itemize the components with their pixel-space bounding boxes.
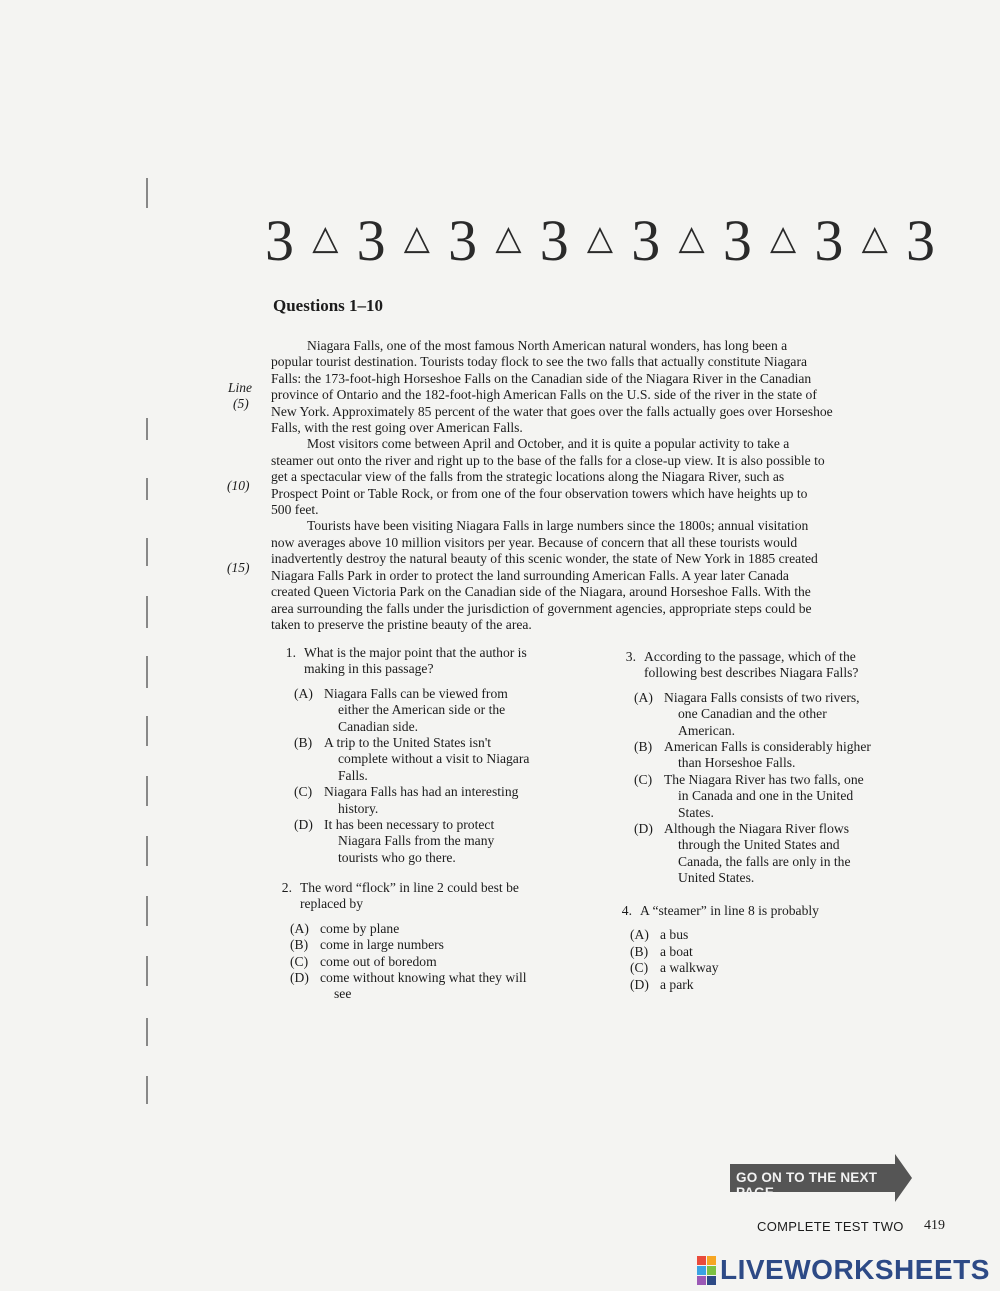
passage-line: province of Ontario and the 182-foot-high American Falls on the U.S. side of the river in the state of [271,387,817,403]
option-text-line: Canadian side. [338,718,419,734]
question-number: 3. [625,649,636,664]
option-text [664,690,922,739]
next-page-arrow [730,1154,912,1202]
answer-option-a[interactable] [294,686,572,735]
question-text-line: making in this passage? [304,661,434,677]
option-text [660,944,918,960]
passage-line: Most visitors come between April and October, and it is quite a popular activity to take a [307,436,790,452]
option-text [664,772,922,821]
question-2 [268,880,578,1003]
option-text [320,921,578,937]
question-text [640,903,918,919]
passage-paragraph [271,436,917,518]
margin-mark [146,656,148,688]
passage-line: get a spectacular view of the falls from the strategic locations along the Niagara River, such as [271,469,785,485]
option-letter: (C) [634,771,653,787]
option-text [320,954,578,970]
answer-option-b[interactable] [290,937,578,953]
option-text-line: Niagara Falls can be viewed from [324,685,508,701]
triangle-icon: △ [678,220,705,257]
option-text-line: The Niagara River has two falls, one [664,771,864,787]
option-text [320,970,578,1003]
answer-option-c[interactable] [290,954,578,970]
option-text-line: come by plane [320,920,400,936]
logo-block [707,1276,716,1285]
question-text [300,880,578,913]
option-letter: (B) [634,739,653,755]
option-letter: (D) [294,817,313,833]
line-marker-10: (10) [227,478,250,493]
margin-mark [146,1018,148,1046]
question-stem [608,903,918,919]
option-text [324,784,572,817]
option-text-line: a walkway [660,960,719,976]
passage-line: now averages above 10 million visitors per year. Because of concern that all these tourists would [271,534,798,550]
passage-line: taken to preserve the pristine beauty of the area. [271,616,532,632]
margin-mark [146,178,148,208]
logo-block [697,1276,706,1285]
passage-line: Niagara Falls Park in order to protect the land surrounding American Falls. A year later Canada [271,567,789,583]
passage-line: inadvertently destroy the natural beauty of this scenic wonder, the state of New York in 1885 created [271,551,818,567]
logo-block [707,1256,716,1265]
option-text-line: United States. [678,870,755,886]
option-text-line: American Falls is considerably higher [664,739,871,755]
option-text-line: a boat [660,943,693,959]
answer-option-d[interactable] [630,977,918,993]
header-digit: 3 [539,207,569,273]
answer-option-a[interactable] [634,690,922,739]
liveworksheets-logo [697,1254,990,1286]
answer-option-b[interactable] [634,739,922,772]
questions-heading: Questions 1–10 [273,296,384,315]
option-text-line: one Canadian and the other [678,706,827,722]
option-text-line: than Horseshoe Falls. [678,755,796,771]
option-letter: (C) [290,953,309,969]
logo-block [697,1256,706,1265]
passage-line: created Queen Victoria Park on the Canadian side of the Niagara, around Horseshoe Falls. With the [271,584,811,600]
option-letter: (C) [630,960,649,976]
header-digit: 3 [631,207,661,273]
option-text-line: history. [338,800,379,816]
option-text [320,937,578,953]
logo-block [697,1266,706,1275]
margin-mark [146,716,148,746]
question-3 [612,649,922,887]
option-letter: (A) [630,927,649,943]
passage-line: Falls, with the rest going over American Falls. [271,420,523,436]
passage-line: area surrounding the falls under the jurisdiction of government agencies, appropriate steps could be [271,600,812,616]
question-text [304,645,572,678]
option-letter: (A) [294,685,313,701]
option-text [324,735,572,784]
question-text-line: According to the passage, which of the [644,649,856,664]
option-letter: (D) [290,970,309,986]
question-number: 4. [621,903,632,918]
section-header-band [265,205,935,275]
triangle-icon: △ [770,220,797,257]
triangle-icon: △ [312,220,339,257]
passage-paragraph [271,518,917,633]
answer-option-d[interactable] [294,817,572,866]
header-digit: 3 [356,207,386,273]
triangle-icon: △ [861,220,888,257]
option-text [324,817,572,866]
question-text-line: following best describes Niagara Falls? [644,665,859,681]
margin-mark [146,776,148,806]
option-text-line: Niagara Falls has had an interesting [324,784,519,800]
option-text-line: States. [678,804,714,820]
footer-label: COMPLETE TEST TWO [757,1219,904,1234]
line-marker-15: (15) [227,560,250,575]
margin-mark [146,538,148,566]
question-4 [608,903,918,993]
option-text-line: Niagara Falls from the many [338,833,495,849]
passage-line: Falls: the 173-foot-high Horseshoe Falls on the Canadian side of the Niagara River in the Canadian [271,370,812,386]
question-stem [268,880,578,913]
question-text [644,649,922,682]
question-text-line: The word “flock” in line 2 could best be [300,880,519,895]
option-letter: (B) [630,943,649,959]
passage-line: popular tourist destination. Tourists today flock to see the two falls that actually constitute Niagara [271,354,808,370]
page-number: 419 [924,1218,945,1233]
option-text-line: Falls. [338,767,368,783]
option-text [660,960,918,976]
option-text-line: American. [678,722,735,738]
answer-options [272,686,572,866]
passage-line: Niagara Falls, one of the most famous North American natural wonders, has long been a [307,338,788,353]
option-letter: (D) [630,976,649,992]
header-digit: 3 [265,207,294,273]
line-marker-5: (5) [233,396,249,411]
header-digit: 3 [814,207,844,273]
question-1 [272,645,572,866]
margin-mark [146,1076,148,1104]
option-letter: (A) [290,920,309,936]
option-text-line: It has been necessary to protect [324,817,495,833]
passage-line: steamer out onto the river and right up to the base of the falls for a close-up view. It is also possible to [271,452,825,468]
reading-passage [271,338,917,633]
option-text-line: a bus [660,927,689,943]
question-text-line: A “steamer” in line 8 is probably [640,903,819,918]
option-text-line: in Canada and one in the United [678,788,854,804]
passage-line: Tourists have been visiting Niagara Falls in large numbers since the 1800s; annual visitation [307,518,809,534]
brand-name: LIVEWORKSHEETS [720,1254,990,1285]
option-letter: (A) [634,689,653,705]
question-stem [272,645,572,678]
option-letter: (C) [294,784,313,800]
answer-option-d[interactable] [290,970,578,1003]
question-stem [612,649,922,682]
answer-option-b[interactable] [630,944,918,960]
option-text-line: see [334,986,352,1002]
option-text-line: Canada, the falls are only in the [678,853,851,869]
header-digit: 3 [448,207,478,273]
option-text [664,821,922,887]
option-text-line: come out of boredom [320,953,437,969]
option-text-line: complete without a visit to Niagara [338,751,530,767]
passage-line: New York. Approximately 85 percent of the water that goes over the falls actually goes over Horseshoe [271,403,833,419]
option-text [660,977,918,993]
option-text-line: come without knowing what they will [320,970,527,986]
margin-mark [146,596,148,628]
passage-line: Prospect Point or Table Rock, or from one of the four observation towers which have heights up to [271,485,808,501]
question-text-line: replaced by [300,896,364,912]
answer-option-d[interactable] [634,821,922,887]
option-text-line: come in large numbers [320,937,444,953]
margin-mark [146,836,148,866]
answer-option-a[interactable] [290,921,578,937]
option-text-line: either the American side or the [338,702,506,718]
answer-option-a[interactable] [630,927,918,943]
option-text-line: Although the Niagara River flows [664,821,849,837]
header-digit: 3 [722,207,752,273]
option-letter: (D) [634,821,653,837]
margin-mark [146,956,148,986]
option-letter: (B) [294,735,313,751]
triangle-icon: △ [403,220,430,257]
question-number: 2. [281,880,292,895]
option-text-line: Niagara Falls consists of two rivers, [664,689,860,705]
question-text-line: What is the major point that the author is [304,645,527,660]
triangle-icon: △ [495,220,522,257]
option-text-line: A trip to the United States isn't [324,735,492,751]
answer-options [608,927,918,993]
answer-option-c[interactable] [634,772,922,821]
logo-blocks-icon [697,1256,716,1285]
option-letter: (B) [290,937,309,953]
line-label: Line [228,380,253,395]
answer-options [268,921,578,1003]
margin-mark [146,418,148,440]
option-text [664,739,922,772]
passage-line: 500 feet. [271,502,319,518]
header-digit: 3 [905,207,935,273]
answer-option-c[interactable] [294,784,572,817]
answer-option-b[interactable] [294,735,572,784]
passage-paragraph [271,338,917,436]
option-text [660,927,918,943]
logo-block [707,1266,716,1275]
next-page-label: GO ON TO THE NEXT PAGE [736,1170,878,1200]
answer-option-c[interactable] [630,960,918,976]
margin-mark [146,478,148,500]
option-text [324,686,572,735]
option-text-line: a park [660,976,694,992]
option-text-line: tourists who go there. [338,849,456,865]
answer-options [612,690,922,887]
margin-mark [146,896,148,926]
question-number: 1. [285,645,296,660]
triangle-icon: △ [586,220,614,257]
option-text-line: through the United States and [678,837,840,853]
